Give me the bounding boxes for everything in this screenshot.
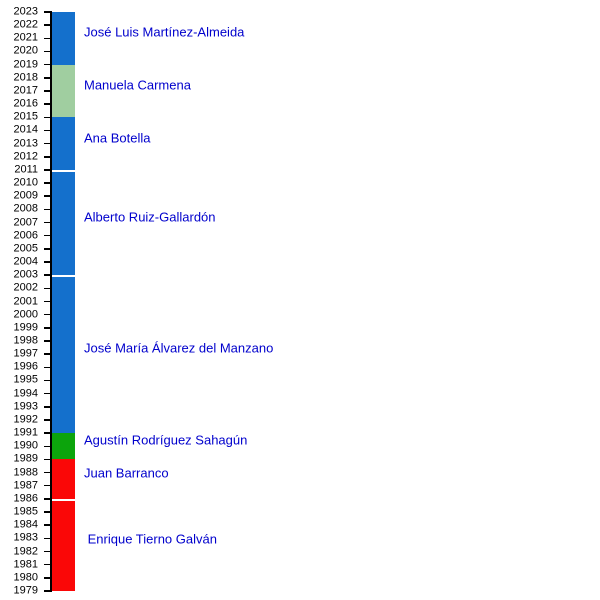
- year-tick-label: 2012: [13, 150, 38, 163]
- tick-mark: [44, 261, 51, 263]
- year-tick-label: 2004: [13, 255, 38, 268]
- tick-mark: [44, 38, 51, 40]
- tick-mark: [44, 419, 51, 421]
- year-tick-label: 2005: [13, 242, 38, 255]
- timeline-bar-segment: [52, 117, 75, 170]
- year-tick-label: 2014: [13, 123, 38, 136]
- year-tick-label: 1993: [13, 400, 38, 413]
- mayor-name-label[interactable]: Alberto Ruiz-Gallardón: [84, 209, 216, 225]
- tick-mark: [44, 77, 51, 79]
- tick-mark: [44, 564, 51, 566]
- tick-mark: [44, 103, 51, 105]
- year-tick-label: 1980: [13, 571, 38, 584]
- year-tick-label: 1994: [13, 387, 38, 400]
- tick-mark: [44, 24, 51, 26]
- timeline-bar-segment: [52, 65, 75, 118]
- year-tick-label: 2003: [13, 268, 38, 281]
- tick-mark: [44, 340, 51, 342]
- year-tick-label: 2011: [14, 163, 38, 176]
- year-tick-label: 2010: [13, 176, 38, 189]
- tick-mark: [44, 367, 51, 369]
- mayor-name-label[interactable]: José María Álvarez del Manzano: [84, 340, 274, 356]
- tick-mark: [44, 209, 51, 211]
- tick-mark: [44, 485, 51, 487]
- tick-mark: [44, 143, 51, 145]
- tick-mark: [44, 472, 51, 474]
- year-tick-label: 1982: [13, 545, 38, 558]
- tick-mark: [44, 222, 51, 224]
- year-tick-label: 2000: [13, 308, 38, 321]
- year-tick-label: 2008: [13, 202, 38, 215]
- timeline-bar-segment: [52, 459, 75, 498]
- tick-mark: [44, 51, 51, 53]
- timeline-bar-segment: [52, 275, 75, 433]
- year-tick-label: 1983: [13, 531, 38, 544]
- year-tick-label: 2017: [13, 84, 38, 97]
- tick-mark: [44, 235, 51, 237]
- tick-mark: [44, 117, 51, 119]
- tick-mark: [44, 169, 51, 171]
- tick-mark: [44, 130, 51, 132]
- year-tick-label: 2001: [13, 295, 38, 307]
- year-tick-label: 1981: [13, 558, 38, 571]
- tick-mark: [44, 182, 51, 184]
- tick-mark: [44, 432, 51, 434]
- year-tick-label: 1991: [13, 426, 38, 439]
- tick-mark: [44, 353, 51, 355]
- year-tick-label: 2020: [13, 44, 38, 57]
- tick-mark: [44, 301, 51, 303]
- tick-mark: [44, 248, 51, 250]
- tick-mark: [44, 538, 51, 540]
- tick-mark: [44, 459, 51, 461]
- year-tick-label: 1986: [13, 492, 38, 505]
- mayor-name-label[interactable]: José Luis Martínez-Almeida: [84, 24, 245, 40]
- year-tick-label: 1989: [13, 452, 38, 465]
- year-tick-label: 2015: [13, 110, 38, 123]
- tick-mark: [44, 393, 51, 395]
- tick-mark: [44, 380, 51, 382]
- year-tick-label: 2018: [13, 71, 38, 84]
- tick-mark: [44, 327, 51, 329]
- tick-mark: [44, 446, 51, 448]
- year-tick-label: 2006: [13, 229, 38, 242]
- timeline-bar-segment: [52, 499, 75, 591]
- mayor-name-label[interactable]: Manuela Carmena: [84, 77, 191, 93]
- year-tick-label: 2002: [13, 281, 38, 294]
- year-tick-label: 2007: [13, 216, 38, 229]
- year-tick-label: 1985: [13, 505, 38, 518]
- tick-mark: [44, 90, 51, 92]
- tick-mark: [44, 314, 51, 316]
- timeline-bar-segment: [52, 433, 75, 459]
- year-tick-label: 2013: [13, 137, 38, 150]
- tick-mark: [44, 511, 51, 513]
- year-tick-label: 1998: [13, 334, 38, 347]
- year-tick-label: 2016: [13, 97, 38, 110]
- mayor-name-label[interactable]: Juan Barranco: [84, 465, 169, 481]
- tick-mark: [44, 406, 51, 408]
- year-tick-label: 2009: [13, 189, 38, 202]
- year-tick-label: 2023: [13, 5, 38, 18]
- tick-mark: [44, 64, 51, 66]
- timeline-bar-segment: [52, 12, 75, 65]
- year-tick-label: 1992: [13, 413, 38, 426]
- tick-mark: [44, 551, 51, 553]
- mayor-name-label[interactable]: Enrique Tierno Galván: [84, 531, 217, 547]
- year-tick-label: 2019: [13, 58, 38, 71]
- tick-mark: [44, 274, 51, 276]
- tick-mark: [44, 524, 51, 526]
- mayor-name-label[interactable]: Ana Botella: [84, 130, 151, 146]
- tick-mark: [44, 195, 51, 197]
- timeline-bar-segment: [52, 170, 75, 275]
- year-tick-label: 1988: [13, 466, 38, 479]
- year-tick-label: 1979: [13, 584, 38, 597]
- tick-mark: [44, 590, 51, 592]
- year-tick-label: 1999: [13, 321, 38, 334]
- year-tick-label: 1990: [13, 439, 38, 452]
- tick-mark: [44, 156, 51, 158]
- year-tick-label: 1984: [13, 518, 38, 531]
- year-tick-label: 1996: [13, 360, 38, 373]
- tick-mark: [44, 288, 51, 290]
- year-tick-label: 1997: [13, 347, 38, 360]
- year-tick-label: 2022: [13, 18, 38, 31]
- year-tick-label: 1987: [13, 479, 38, 492]
- year-tick-label: 2021: [13, 31, 38, 44]
- tick-mark: [44, 577, 51, 579]
- year-tick-label: 1995: [13, 373, 38, 386]
- tick-mark: [44, 11, 51, 13]
- mayor-name-label[interactable]: Agustín Rodríguez Sahagún: [84, 432, 248, 448]
- tick-mark: [44, 498, 51, 500]
